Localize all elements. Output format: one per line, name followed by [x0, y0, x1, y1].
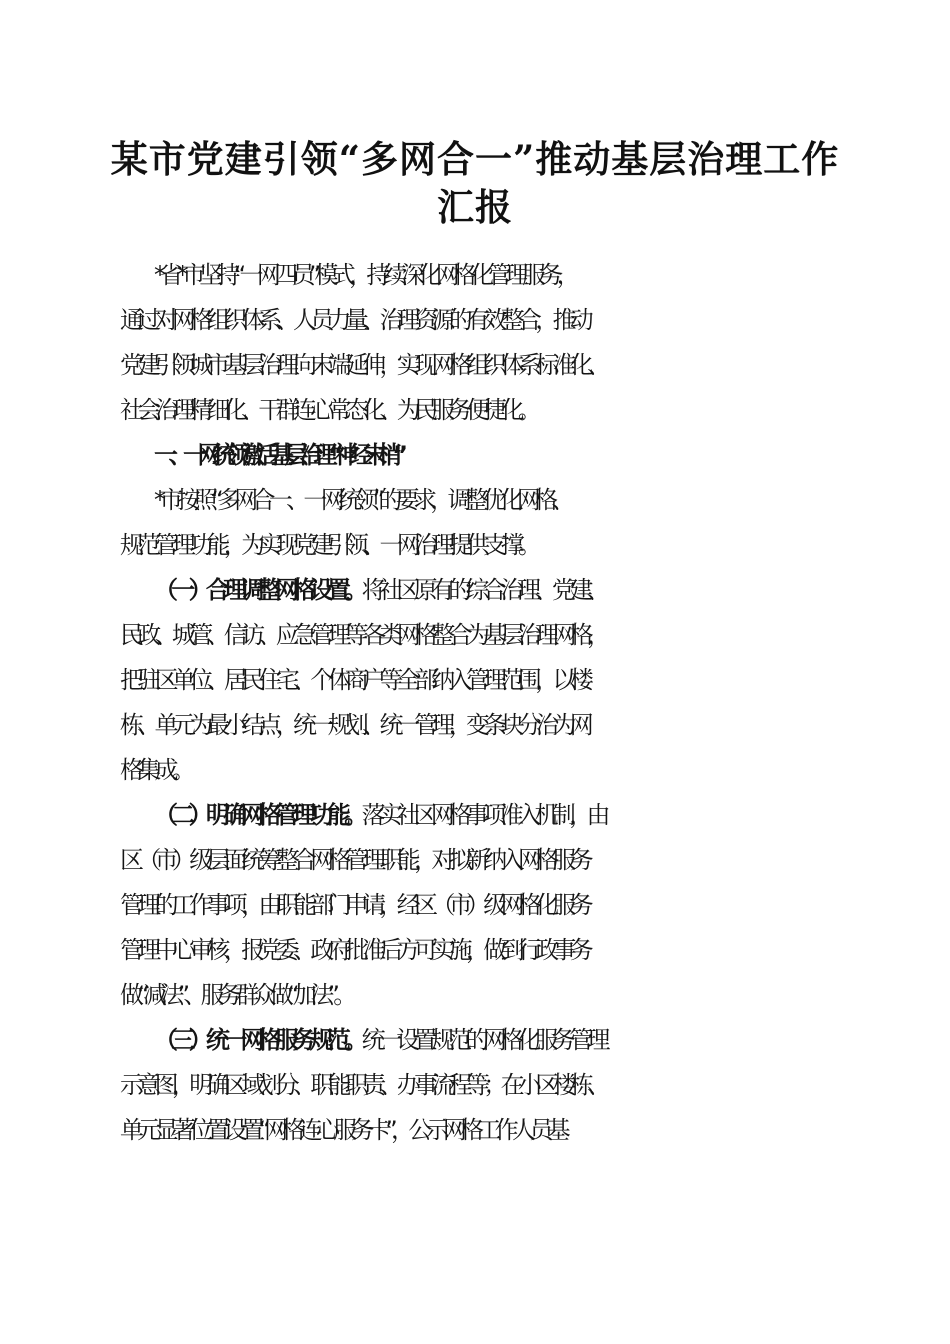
subsection-3-first-line: [0, 1016, 950, 1064]
intro-line-4: 社会治理精细化、干群连心常态化、为民服务便捷化。: [120, 396, 536, 424]
document-title-line-2: 汇报: [437, 185, 513, 229]
subsection-2-first-line: [0, 791, 950, 839]
subsection-3-lead: （三）统一网格服务规范。: [154, 1026, 362, 1054]
subsection-1-line-5: 格集成。: [120, 756, 190, 784]
subsection-3-line-2: 示意图，明确区域划分、职能职责、办事流程等；在小区楼栋、: [120, 1071, 605, 1099]
subsection-2-line-2: 区（市）级层面统筹整合网格管理职能，对拟新纳入网格服务: [120, 846, 588, 874]
subsection-2-first-rest: 落实社区网格事项准入机制，由: [361, 801, 604, 829]
subsection-1-line-3: 把驻区单位、居民住宅、个体商户等全部纳入管理范围，以楼: [120, 666, 588, 694]
section-heading-1: 一、一网统领激活基层治理“神经末梢”: [154, 441, 399, 469]
subsection-1-first-line: [0, 566, 950, 614]
subsection-2-line-3: 管理的工作事项，由职能部门申请，经区（市）级网格化服务: [120, 891, 588, 919]
section-para-line-2: 规范管理功能，为实现党建引领、一网治理提供支撑。: [120, 531, 536, 559]
intro-line-2: 通过对网格组织体系、人员力量、治理资源的有效整合，推动: [120, 306, 588, 334]
subsection-1-lead: （一）合理调整网格设置。: [154, 576, 362, 604]
intro-line-1: *省*市坚持“一网四员”模式，持续深化网格化管理服务，: [154, 261, 574, 289]
subsection-1-first-rest: 将社区原有的综合治理、党建、: [361, 576, 604, 604]
subsection-2-lead: （二）明确网格管理功能。: [154, 801, 362, 829]
subsection-3-line-3: 单元显著位置设置“网格连心服务卡”，公示网格工作人员基: [120, 1116, 564, 1144]
document-title-line-1: 某市党建引领“多网合一”推动基层治理工作: [110, 137, 840, 181]
subsection-2-line-4: 管理中心审核，报党委、政府批准后方可实施，做到行政事务: [120, 936, 588, 964]
section-para-line-1: *市按照“多网合一、一网统领”的要求，调整优化网格、: [154, 486, 569, 514]
subsection-2-line-5: 做“减法”、服务群众做“加法”。: [120, 981, 351, 1009]
subsection-1-line-4: 栋、单元为最小结点，统一规划、统一管理，变条块分治为网: [120, 711, 588, 739]
intro-line-3: 党建引领城市基层治理向末端延伸，实现网格组织体系标准化、: [120, 351, 605, 379]
subsection-1-line-2: 民政、城管、信访、应急管理等各类网格整合为基层治理网格，: [120, 621, 605, 649]
subsection-3-first-rest: 统一设置规范的网格化服务管理: [361, 1026, 604, 1054]
